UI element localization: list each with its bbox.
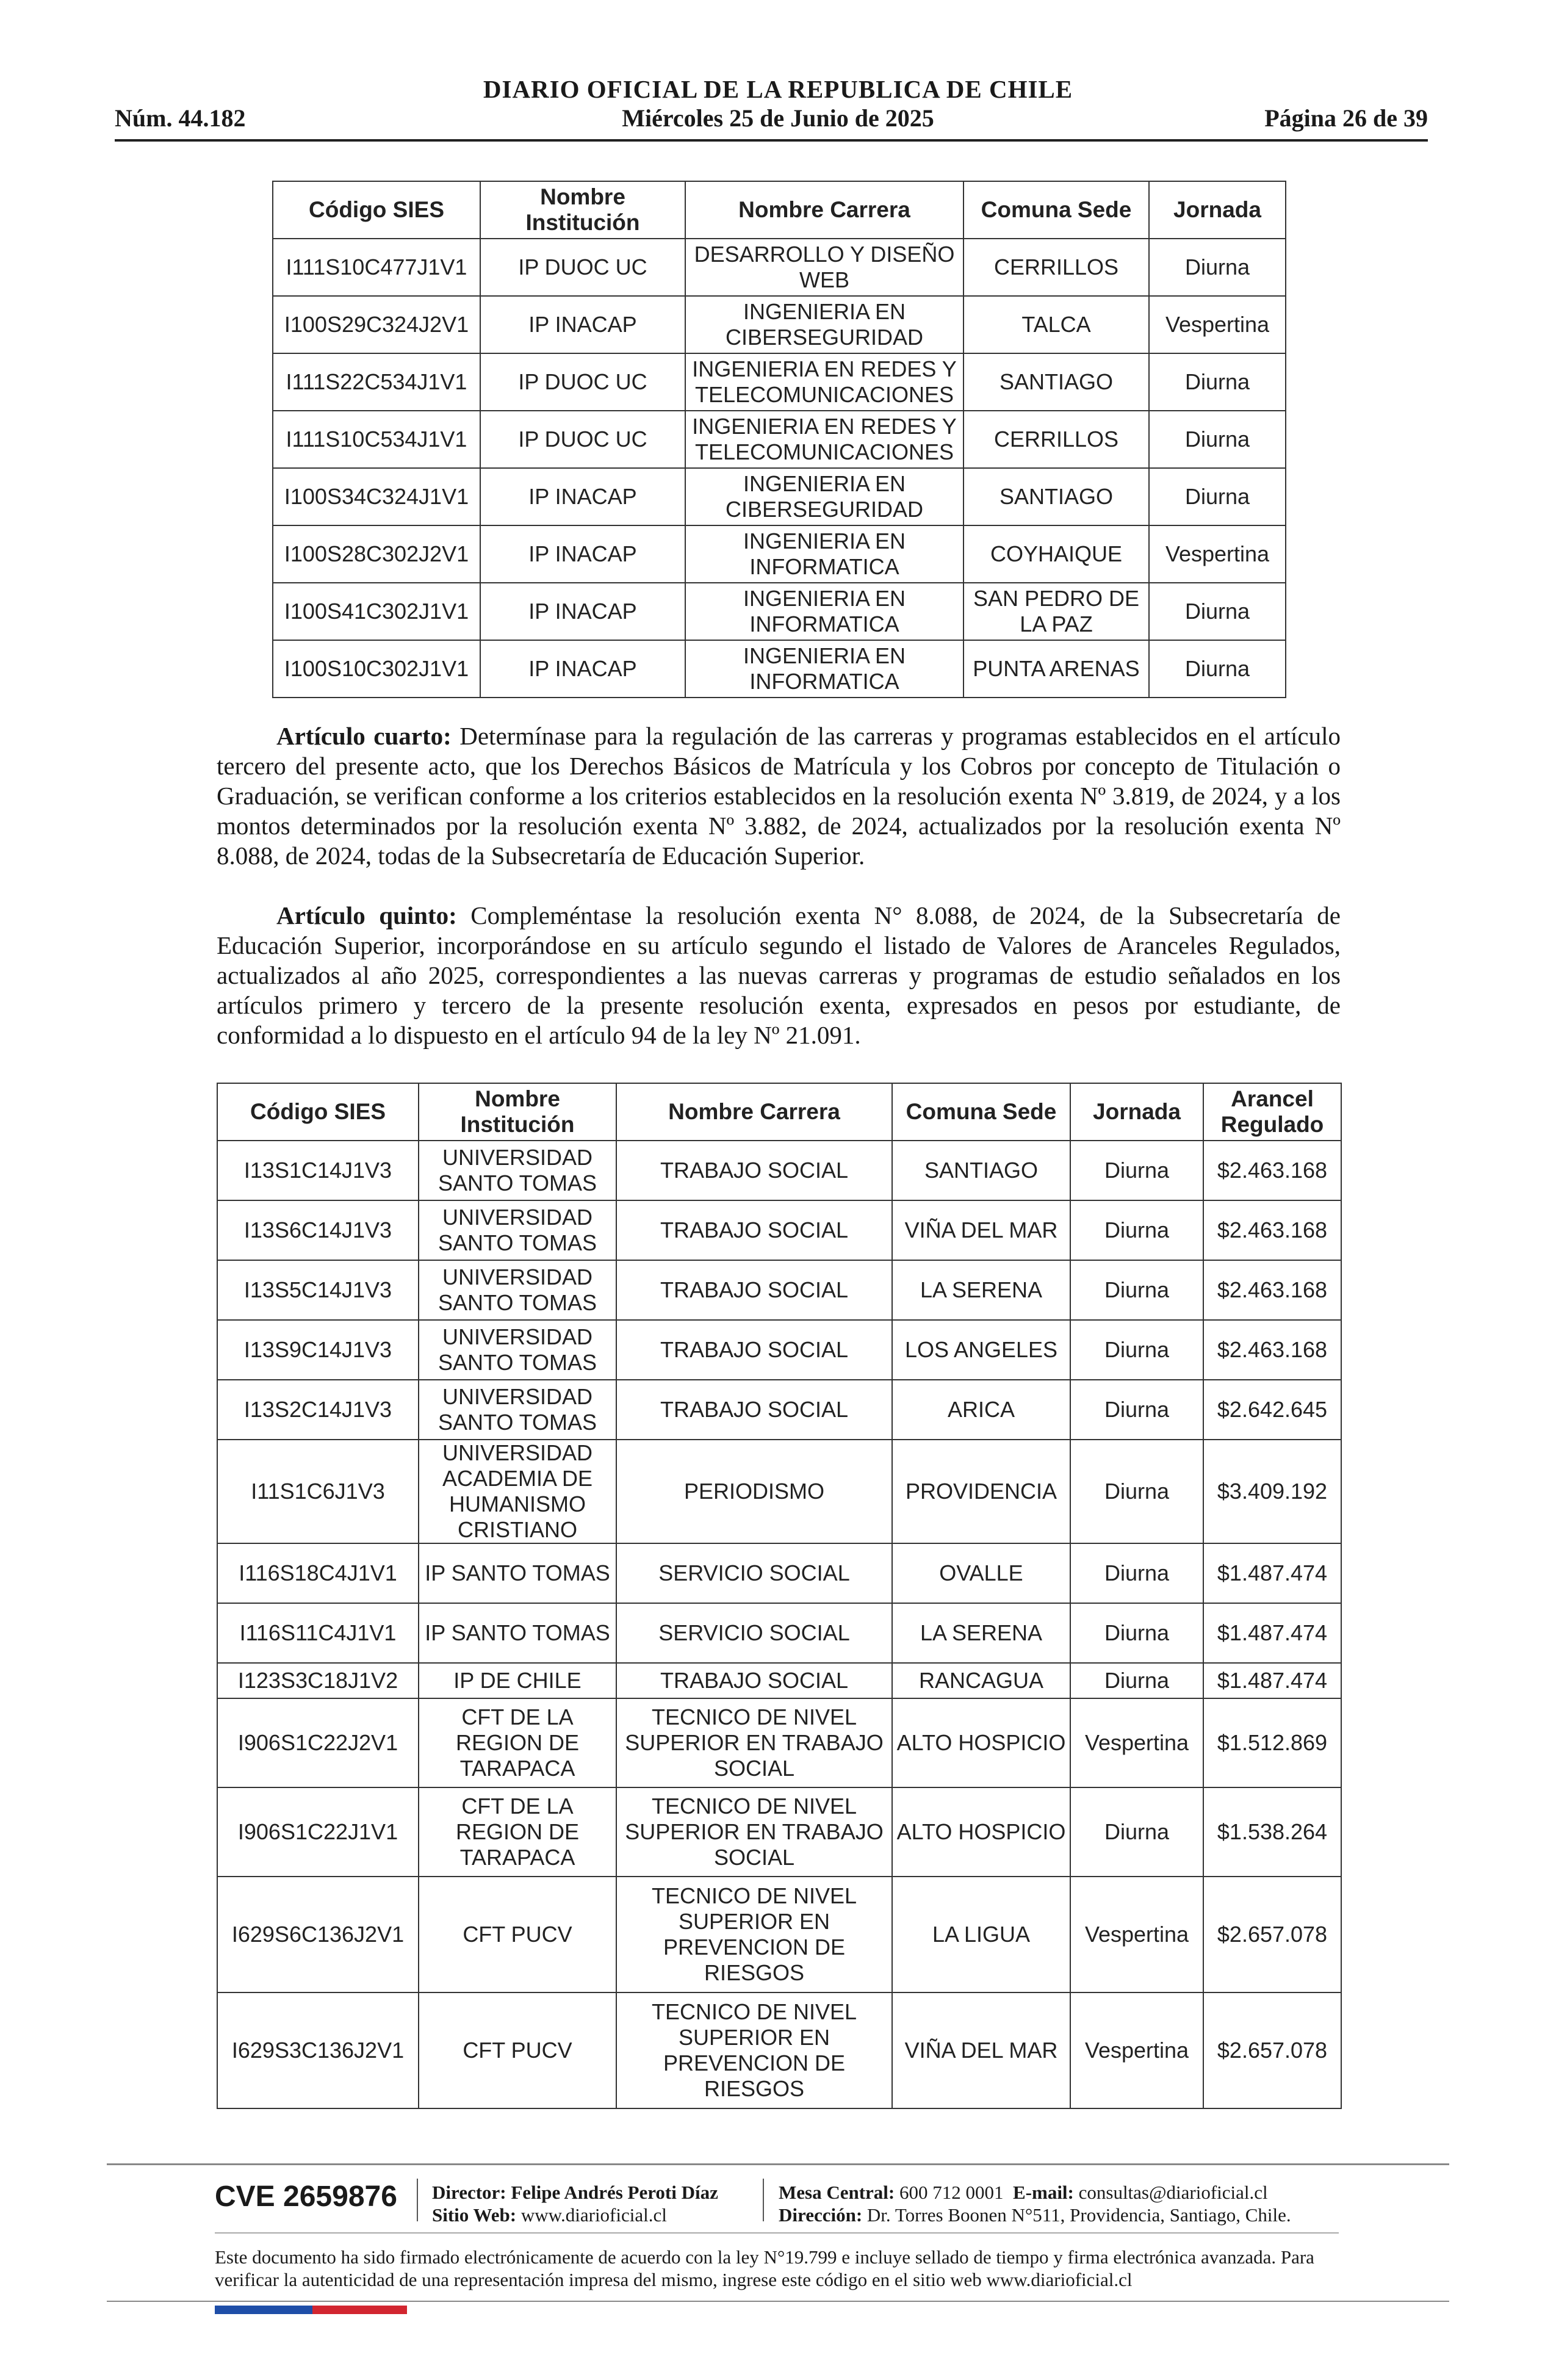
table-row <box>217 1992 1341 2108</box>
table-header-row <box>273 181 1286 239</box>
table-cell: UNIVERSIDAD ACADEMIA DE HUMANISMO CRISTIANO <box>419 1440 616 1543</box>
table-cell: $2.657.078 <box>1203 1877 1341 1992</box>
table-cell: UNIVERSIDAD SANTO TOMAS <box>419 1260 616 1320</box>
table-cell: Diurna <box>1149 468 1286 525</box>
table-cell: IP INACAP <box>480 468 685 525</box>
table-row <box>273 296 1286 353</box>
table-row <box>217 1141 1341 1200</box>
article-cuarto <box>217 721 1341 871</box>
table-cell: PERIODISMO <box>616 1440 892 1543</box>
table-row <box>217 1260 1341 1320</box>
issue-date: Miércoles 25 de Junio de 2025 <box>622 104 934 132</box>
address-label: Dirección: <box>779 2204 863 2226</box>
table-cell: COYHAIQUE <box>963 525 1149 583</box>
table-cell: IP INACAP <box>480 525 685 583</box>
column-header: Nombre Carrera <box>685 181 963 239</box>
table-cell: CFT DE LA REGION DE TARAPACA <box>419 1787 616 1877</box>
article-cuarto-text: Determínase para la regulación de las carreras y programas establecidos en el artículo tercero del presente acto, que los Derechos Básicos de Matrícula y los Cobros por concepto de Titulación o Graduación, se verifican conforme a los criterios establecidos en la resolución exenta Nº 3.819, de 2024, y a los montos determinados por la resolución exenta Nº 3.882, de 2024, actualizados por la resolución exenta Nº 8.088, de 2024, todas de la Subsecretaría de Educación Superior. <box>217 722 1341 870</box>
programs-table <box>272 181 1286 698</box>
issue-number: Núm. 44.182 <box>115 104 246 132</box>
table-cell: I116S11C4J1V1 <box>217 1603 419 1663</box>
table-cell: I116S18C4J1V1 <box>217 1543 419 1603</box>
table-cell: Diurna <box>1149 411 1286 468</box>
table-cell: Diurna <box>1070 1141 1203 1200</box>
table-header-row <box>217 1083 1341 1141</box>
table-cell: VIÑA DEL MAR <box>892 1992 1070 2108</box>
table-cell: SERVICIO SOCIAL <box>616 1543 892 1603</box>
table-cell: TECNICO DE NIVEL SUPERIOR EN TRABAJO SOCIAL <box>616 1787 892 1877</box>
table-cell: ARICA <box>892 1380 1070 1440</box>
article-quinto-label: Artículo quinto: <box>276 901 457 929</box>
column-header: Jornada <box>1070 1083 1203 1141</box>
table-row <box>273 583 1286 640</box>
table-row <box>217 1698 1341 1787</box>
table-row <box>217 1877 1341 1992</box>
table-cell: I100S10C302J1V1 <box>273 640 480 698</box>
table-cell: Vespertina <box>1070 1992 1203 2108</box>
table-cell: I11S1C6J1V3 <box>217 1440 419 1543</box>
table-cell: I629S6C136J2V1 <box>217 1877 419 1992</box>
table-cell: UNIVERSIDAD SANTO TOMAS <box>419 1200 616 1260</box>
table-cell: CFT PUCV <box>419 1992 616 2108</box>
mesa-label: Mesa Central: <box>779 2182 895 2203</box>
table-cell: $2.463.168 <box>1203 1260 1341 1320</box>
table-cell: TRABAJO SOCIAL <box>616 1141 892 1200</box>
site-link[interactable]: www.diarioficial.cl <box>520 2204 667 2226</box>
email-link[interactable]: consultas@diarioficial.cl <box>1078 2182 1268 2203</box>
table-row <box>217 1320 1341 1380</box>
table-cell: I629S3C136J2V1 <box>217 1992 419 2108</box>
table-cell: $1.487.474 <box>1203 1603 1341 1663</box>
table-row <box>273 411 1286 468</box>
table-cell: Diurna <box>1070 1543 1203 1603</box>
table-cell: $1.487.474 <box>1203 1663 1341 1698</box>
table-cell: TECNICO DE NIVEL SUPERIOR EN TRABAJO SOCIAL <box>616 1698 892 1787</box>
table-cell: I123S3C18J1V2 <box>217 1663 419 1698</box>
table-cell: LA SERENA <box>892 1603 1070 1663</box>
table-cell: $3.409.192 <box>1203 1440 1341 1543</box>
table-cell: $2.463.168 <box>1203 1320 1341 1380</box>
table-cell: INGENIERIA EN REDES Y TELECOMUNICACIONES <box>685 411 963 468</box>
column-header: Jornada <box>1149 181 1286 239</box>
table-cell: Diurna <box>1070 1380 1203 1440</box>
table-cell: Diurna <box>1149 640 1286 698</box>
table-cell: INGENIERIA EN CIBERSEGURIDAD <box>685 296 963 353</box>
table-row <box>273 525 1286 583</box>
table-cell: I111S22C534J1V1 <box>273 353 480 411</box>
table-cell: LOS ANGELES <box>892 1320 1070 1380</box>
table-row <box>217 1200 1341 1260</box>
table-cell: SANTIAGO <box>963 468 1149 525</box>
table-cell: CERRILLOS <box>963 411 1149 468</box>
table-row <box>273 640 1286 698</box>
cve-code: CVE 2659876 <box>215 2180 397 2213</box>
footer-divider <box>417 2179 418 2221</box>
table-cell: RANCAGUA <box>892 1663 1070 1698</box>
footer-rule <box>107 2301 1449 2302</box>
table-row <box>217 1543 1341 1603</box>
table-cell: Diurna <box>1070 1663 1203 1698</box>
table-cell: UNIVERSIDAD SANTO TOMAS <box>419 1320 616 1380</box>
article-quinto <box>217 901 1341 1050</box>
footer-divider <box>763 2179 764 2221</box>
table-cell: INGENIERIA EN INFORMATICA <box>685 640 963 698</box>
table-cell: SERVICIO SOCIAL <box>616 1603 892 1663</box>
mesa-phone: 600 712 0001 <box>899 2182 1004 2203</box>
header-rule <box>115 139 1428 142</box>
table-cell: INGENIERIA EN INFORMATICA <box>685 583 963 640</box>
table-cell: CFT DE LA REGION DE TARAPACA <box>419 1698 616 1787</box>
table-cell: LA SERENA <box>892 1260 1070 1320</box>
table-cell: TRABAJO SOCIAL <box>616 1260 892 1320</box>
table-cell: I906S1C22J2V1 <box>217 1698 419 1787</box>
table-cell: $2.642.645 <box>1203 1380 1341 1440</box>
table-cell: Diurna <box>1070 1440 1203 1543</box>
table-cell: I100S28C302J2V1 <box>273 525 480 583</box>
table-cell: ALTO HOSPICIO <box>892 1698 1070 1787</box>
table-cell: I100S41C302J1V1 <box>273 583 480 640</box>
table-cell: TECNICO DE NIVEL SUPERIOR EN PREVENCION DE RIESGOS <box>616 1877 892 1992</box>
table-cell: Vespertina <box>1149 296 1286 353</box>
table-cell: I13S1C14J1V3 <box>217 1141 419 1200</box>
table-cell: PUNTA ARENAS <box>963 640 1149 698</box>
column-header: Nombre Institución <box>480 181 685 239</box>
table-cell: $1.512.869 <box>1203 1698 1341 1787</box>
table-cell: I13S2C14J1V3 <box>217 1380 419 1440</box>
table-row <box>217 1663 1341 1698</box>
table-cell: TRABAJO SOCIAL <box>616 1663 892 1698</box>
column-header: Comuna Sede <box>892 1083 1070 1141</box>
table-cell: IP DE CHILE <box>419 1663 616 1698</box>
table-cell: SAN PEDRO DE LA PAZ <box>963 583 1149 640</box>
table-cell: I906S1C22J1V1 <box>217 1787 419 1877</box>
site-label: Sitio Web: <box>432 2204 517 2226</box>
table-cell: IP SANTO TOMAS <box>419 1603 616 1663</box>
table-cell: I13S6C14J1V3 <box>217 1200 419 1260</box>
table-cell: I13S5C14J1V3 <box>217 1260 419 1320</box>
table-row <box>273 239 1286 296</box>
table-row <box>217 1787 1341 1877</box>
table-cell: TECNICO DE NIVEL SUPERIOR EN PREVENCION DE RIESGOS <box>616 1992 892 2108</box>
address-value: Dr. Torres Boonen N°511, Providencia, Santiago, Chile. <box>866 2204 1291 2226</box>
table-cell: IP INACAP <box>480 640 685 698</box>
table-cell: PROVIDENCIA <box>892 1440 1070 1543</box>
table-cell: IP INACAP <box>480 583 685 640</box>
table-cell: $2.657.078 <box>1203 1992 1341 2108</box>
article-cuarto-label: Artículo cuarto: <box>276 722 452 750</box>
table-cell: $2.463.168 <box>1203 1141 1341 1200</box>
footer-director-block <box>432 2181 718 2226</box>
table-cell: TRABAJO SOCIAL <box>616 1320 892 1380</box>
page-indicator: Página 26 de 39 <box>1264 104 1428 132</box>
table-cell: I100S34C324J1V1 <box>273 468 480 525</box>
table-cell: TALCA <box>963 296 1149 353</box>
table-row <box>273 353 1286 411</box>
table-cell: INGENIERIA EN INFORMATICA <box>685 525 963 583</box>
table-cell: I111S10C477J1V1 <box>273 239 480 296</box>
table-cell: Vespertina <box>1070 1698 1203 1787</box>
newspaper-title: DIARIO OFICIAL DE LA REPUBLICA DE CHILE <box>483 75 1073 103</box>
footer-rule <box>107 2163 1449 2165</box>
column-header: Nombre Carrera <box>616 1083 892 1141</box>
footer-contact-block <box>779 2181 1291 2226</box>
table-cell: Diurna <box>1149 239 1286 296</box>
table-cell: Vespertina <box>1070 1877 1203 1992</box>
table-row <box>217 1603 1341 1663</box>
table-cell: Diurna <box>1070 1260 1203 1320</box>
table-cell: I13S9C14J1V3 <box>217 1320 419 1380</box>
table-row <box>217 1380 1341 1440</box>
table-cell: Diurna <box>1070 1320 1203 1380</box>
table-cell: IP INACAP <box>480 296 685 353</box>
signature-note: Este documento ha sido firmado electrónicamente de acuerdo con la ley N°19.799 e incluye sellado de tiempo y firma electrónica avanzada. Para verificar la autenticidad de una representación impresa del mismo, ingrese este código en el sitio web www.diarioficial.cl <box>215 2246 1314 2290</box>
table-cell: I100S29C324J2V1 <box>273 296 480 353</box>
director-name: Felipe Andrés Peroti Díaz <box>511 2182 718 2203</box>
column-header: Nombre Institución <box>419 1083 616 1141</box>
table-cell: Diurna <box>1070 1603 1203 1663</box>
flag-stripe-red <box>312 2306 407 2314</box>
table-cell: $1.487.474 <box>1203 1543 1341 1603</box>
table-cell: I111S10C534J1V1 <box>273 411 480 468</box>
table-cell: Diurna <box>1149 583 1286 640</box>
table-cell: Vespertina <box>1149 525 1286 583</box>
table-cell: Diurna <box>1070 1200 1203 1260</box>
footer-rule <box>215 2232 1339 2234</box>
column-header: Código SIES <box>273 181 480 239</box>
table-cell: Diurna <box>1149 353 1286 411</box>
table-cell: CERRILLOS <box>963 239 1149 296</box>
table-cell: IP DUOC UC <box>480 353 685 411</box>
table-cell: IP DUOC UC <box>480 239 685 296</box>
email-label: E-mail: <box>1013 2182 1074 2203</box>
table-cell: LA LIGUA <box>892 1877 1070 1992</box>
table-cell: IP DUOC UC <box>480 411 685 468</box>
table-cell: $2.463.168 <box>1203 1200 1341 1260</box>
table-row <box>217 1440 1341 1543</box>
column-header: Comuna Sede <box>963 181 1149 239</box>
article-quinto-text: Compleméntase la resolución exenta N° 8.088, de 2024, de la Subsecretaría de Educación Superior, incorporándose en su artículo segundo el listado de Valores de Aranceles Regulados, actualizados al año 2025, correspondientes a las nuevas carreras y programas de estudio señalados en los artículos primero y tercero de la presente resolución exenta, expresados en pesos por estudiante, de conformidad a lo dispuesto en el artículo 94 de la ley Nº 21.091. <box>217 901 1341 1049</box>
table-cell: $1.538.264 <box>1203 1787 1341 1877</box>
director-label: Director: <box>432 2182 506 2203</box>
table-cell: SANTIAGO <box>892 1141 1070 1200</box>
table-cell: OVALLE <box>892 1543 1070 1603</box>
table-cell: ALTO HOSPICIO <box>892 1787 1070 1877</box>
table-cell: UNIVERSIDAD SANTO TOMAS <box>419 1141 616 1200</box>
table-cell: DESARROLLO Y DISEÑO WEB <box>685 239 963 296</box>
flag-stripe-blue <box>215 2306 312 2314</box>
table-cell: IP SANTO TOMAS <box>419 1543 616 1603</box>
table-cell: UNIVERSIDAD SANTO TOMAS <box>419 1380 616 1440</box>
column-header: Código SIES <box>217 1083 419 1141</box>
table-cell: SANTIAGO <box>963 353 1149 411</box>
table-cell: TRABAJO SOCIAL <box>616 1380 892 1440</box>
table-cell: TRABAJO SOCIAL <box>616 1200 892 1260</box>
aranceles-table <box>217 1083 1342 2109</box>
table-cell: CFT PUCV <box>419 1877 616 1992</box>
table-cell: INGENIERIA EN REDES Y TELECOMUNICACIONES <box>685 353 963 411</box>
table-cell: Diurna <box>1070 1787 1203 1877</box>
table-row <box>273 468 1286 525</box>
table-cell: VIÑA DEL MAR <box>892 1200 1070 1260</box>
column-header: Arancel Regulado <box>1203 1083 1341 1141</box>
table-cell: INGENIERIA EN CIBERSEGURIDAD <box>685 468 963 525</box>
